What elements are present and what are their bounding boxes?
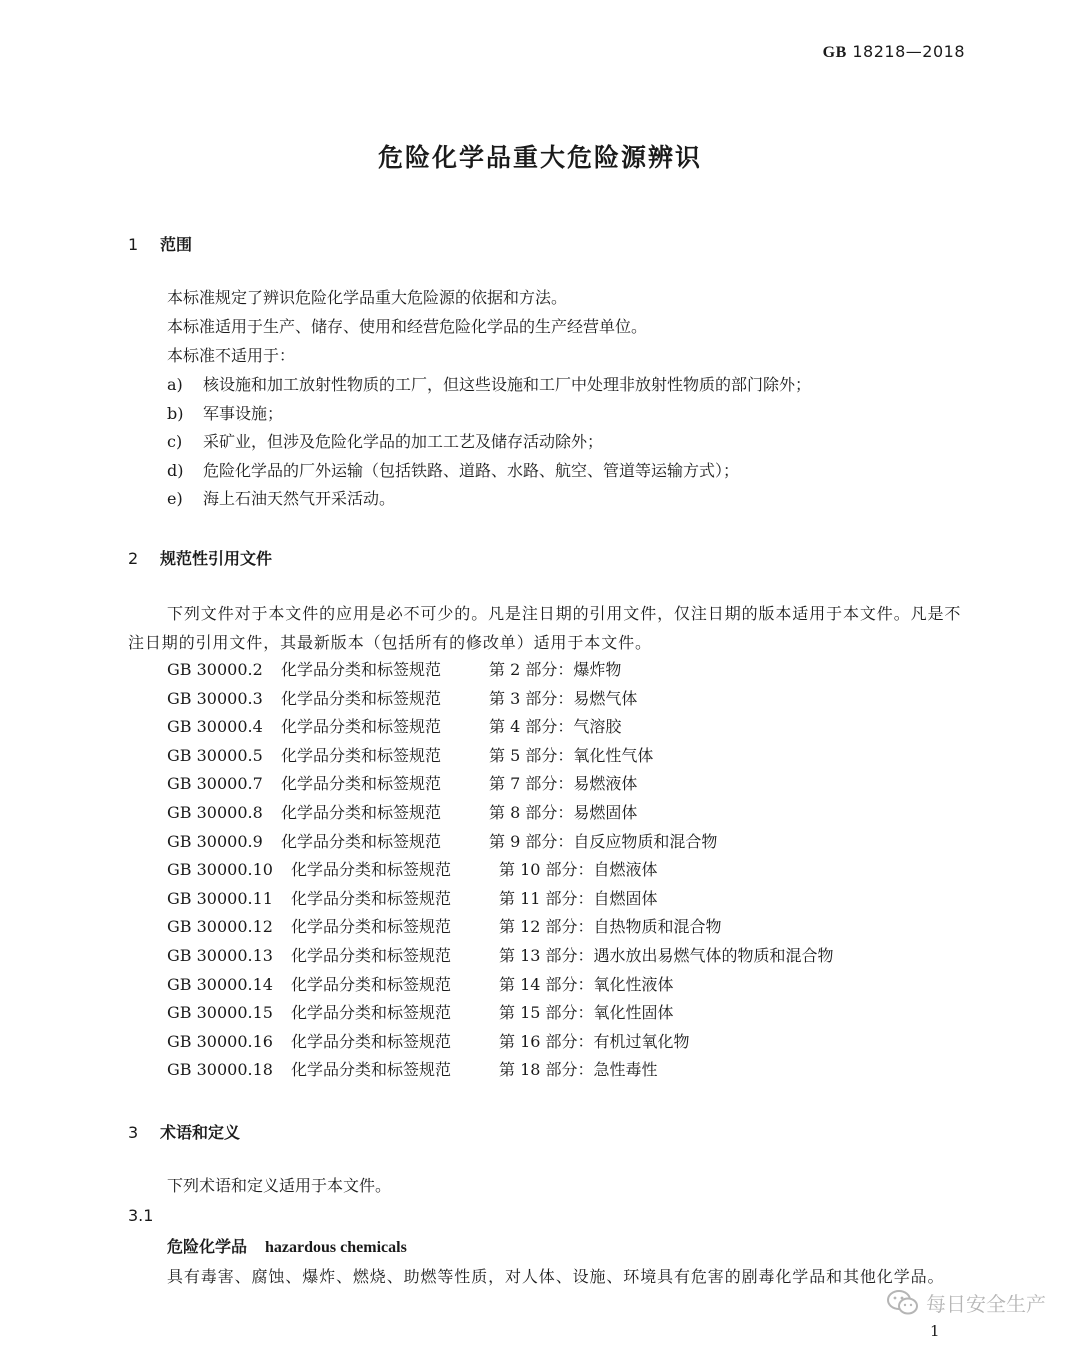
reference-item xyxy=(167,1056,834,1085)
standard-number: 18218—2018 xyxy=(852,42,965,61)
term-definition: 具有毒害、腐蚀、爆炸、燃烧、助燃等性质，对人体、设施、环境具有危害的剧毒化学品和其他化学品。 xyxy=(167,1267,945,1286)
list-item xyxy=(167,485,811,514)
reference-part: 第 12 部分：自热物质和混合物 xyxy=(499,917,722,937)
reference-list xyxy=(167,656,834,1085)
reference-part: 第 5 部分：氧化性气体 xyxy=(489,745,654,765)
reference-part: 第 18 部分：急性毒性 xyxy=(499,1060,658,1080)
reference-part: 第 9 部分：自反应物质和混合物 xyxy=(489,831,718,851)
list-label: d) xyxy=(167,460,184,480)
reference-part: 第 11 部分：自燃固体 xyxy=(499,888,658,908)
reference-item xyxy=(167,742,834,771)
reference-part: 第 7 部分：易燃液体 xyxy=(489,774,638,794)
page-number: 1 xyxy=(930,1322,940,1340)
reference-code: GB 30000.13 xyxy=(167,945,273,965)
reference-part: 第 13 部分：遇水放出易燃气体的物质和混合物 xyxy=(499,945,834,965)
reference-code: GB 30000.9 xyxy=(167,831,263,851)
watermark xyxy=(886,1288,1046,1317)
watermark-text: 每日安全生产 xyxy=(926,1292,1046,1316)
reference-item xyxy=(167,799,834,828)
paragraph: 本标准规定了辨识危险化学品重大危险源的依据和方法。 xyxy=(167,288,568,307)
reference-title: 化学品分类和标签规范 xyxy=(291,1060,452,1080)
reference-code: GB 30000.4 xyxy=(167,717,263,737)
reference-code: GB 30000.10 xyxy=(167,860,273,880)
list-item xyxy=(167,457,811,486)
reference-part: 第 16 部分：有机过氧化物 xyxy=(499,1031,690,1051)
reference-part: 第 4 部分：气溶胶 xyxy=(489,717,622,737)
standard-prefix: GB xyxy=(822,44,847,61)
section-3-heading xyxy=(128,1120,240,1143)
section-1-heading xyxy=(128,232,192,255)
term-number: 3.1 xyxy=(128,1206,154,1225)
reference-title: 化学品分类和标签规范 xyxy=(291,888,452,908)
section-title: 范围 xyxy=(160,235,193,254)
reference-code: GB 30000.2 xyxy=(167,660,263,679)
reference-code: GB 30000.16 xyxy=(167,1031,273,1051)
reference-item xyxy=(167,885,834,914)
reference-code: GB 30000.18 xyxy=(167,1060,273,1080)
list-text: 军事设施； xyxy=(203,403,284,423)
list-label: c) xyxy=(167,432,183,452)
reference-title: 化学品分类和标签规范 xyxy=(281,774,442,794)
reference-title: 化学品分类和标签规范 xyxy=(291,1003,452,1023)
reference-item xyxy=(167,656,834,685)
reference-code: GB 30000.14 xyxy=(167,974,273,994)
list-label: a) xyxy=(167,375,183,394)
standard-code xyxy=(823,42,965,62)
reference-title: 化学品分类和标签规范 xyxy=(291,1031,452,1051)
reference-title: 化学品分类和标签规范 xyxy=(281,688,442,708)
paragraph: 本标准适用于生产、储存、使用和经营危险化学品的生产经营单位。 xyxy=(167,317,648,336)
reference-title: 化学品分类和标签规范 xyxy=(291,974,452,994)
exclusion-list xyxy=(167,371,811,514)
reference-item xyxy=(167,913,834,942)
reference-part: 第 10 部分：自燃液体 xyxy=(499,860,658,880)
reference-item xyxy=(167,971,834,1000)
reference-title: 化学品分类和标签规范 xyxy=(281,745,442,765)
reference-code: GB 30000.8 xyxy=(167,802,263,822)
list-item xyxy=(167,428,811,457)
reference-item xyxy=(167,685,834,714)
reference-title: 化学品分类和标签规范 xyxy=(281,831,442,851)
wechat-icon xyxy=(886,1289,920,1317)
section-title: 规范性引用文件 xyxy=(160,549,273,568)
reference-part: 第 2 部分：爆炸物 xyxy=(489,660,622,679)
section-2-heading xyxy=(128,546,272,569)
term-english: hazardous chemicals xyxy=(265,1239,407,1256)
reference-title: 化学品分类和标签规范 xyxy=(291,860,452,880)
list-label: e) xyxy=(167,489,183,509)
list-text: 海上石油天然气开采活动。 xyxy=(203,489,396,509)
reference-part: 第 14 部分：氧化性液体 xyxy=(499,974,674,994)
list-item xyxy=(167,400,811,429)
reference-code: GB 30000.3 xyxy=(167,688,263,708)
section-number: 2 xyxy=(128,549,139,568)
section-number: 3 xyxy=(128,1123,139,1142)
reference-item xyxy=(167,828,834,857)
reference-code: GB 30000.7 xyxy=(167,774,263,794)
list-label: b) xyxy=(167,403,184,423)
reference-title: 化学品分类和标签规范 xyxy=(281,802,442,822)
section-2-intro: 下列文件对于本文件的应用是必不可少的。凡是注日期的引用文件，仅注日期的版本适用于本文件。凡是不注日期的引用文件，其最新版本（包括所有的修改单）适用于本文件。 xyxy=(128,604,962,652)
list-text: 采矿业，但涉及危险化学品的加工工艺及储存活动除外； xyxy=(203,432,604,452)
paragraph: 本标准不适用于： xyxy=(167,346,296,365)
reference-title: 化学品分类和标签规范 xyxy=(281,717,442,737)
term-chinese: 危险化学品 xyxy=(167,1237,248,1256)
reference-title: 化学品分类和标签规范 xyxy=(291,917,452,937)
reference-part: 第 3 部分：易燃气体 xyxy=(489,688,638,708)
section-number: 1 xyxy=(128,235,139,254)
reference-item xyxy=(167,856,834,885)
document-title: 危险化学品重大危险源辨识 xyxy=(377,143,702,172)
list-text: 核设施和加工放射性物质的工厂，但这些设施和工厂中处理非放射性物质的部门除外； xyxy=(203,375,812,394)
reference-item xyxy=(167,770,834,799)
list-text: 危险化学品的厂外运输（包括铁路、道路、水路、航空、管道等运输方式）； xyxy=(203,460,740,480)
reference-code: GB 30000.11 xyxy=(167,888,273,908)
section-title: 术语和定义 xyxy=(160,1123,241,1142)
section-3-intro: 下列术语和定义适用于本文件。 xyxy=(167,1176,392,1195)
list-item xyxy=(167,371,811,400)
reference-code: GB 30000.15 xyxy=(167,1003,273,1023)
reference-part: 第 8 部分：易燃固体 xyxy=(489,802,638,822)
reference-part: 第 15 部分：氧化性固体 xyxy=(499,1003,674,1023)
reference-item xyxy=(167,713,834,742)
reference-code: GB 30000.5 xyxy=(167,745,263,765)
reference-title: 化学品分类和标签规范 xyxy=(281,660,442,679)
term-heading xyxy=(167,1234,407,1257)
reference-title: 化学品分类和标签规范 xyxy=(291,945,452,965)
reference-code: GB 30000.12 xyxy=(167,917,273,937)
reference-item xyxy=(167,942,834,971)
reference-item xyxy=(167,999,834,1028)
reference-item xyxy=(167,1028,834,1057)
